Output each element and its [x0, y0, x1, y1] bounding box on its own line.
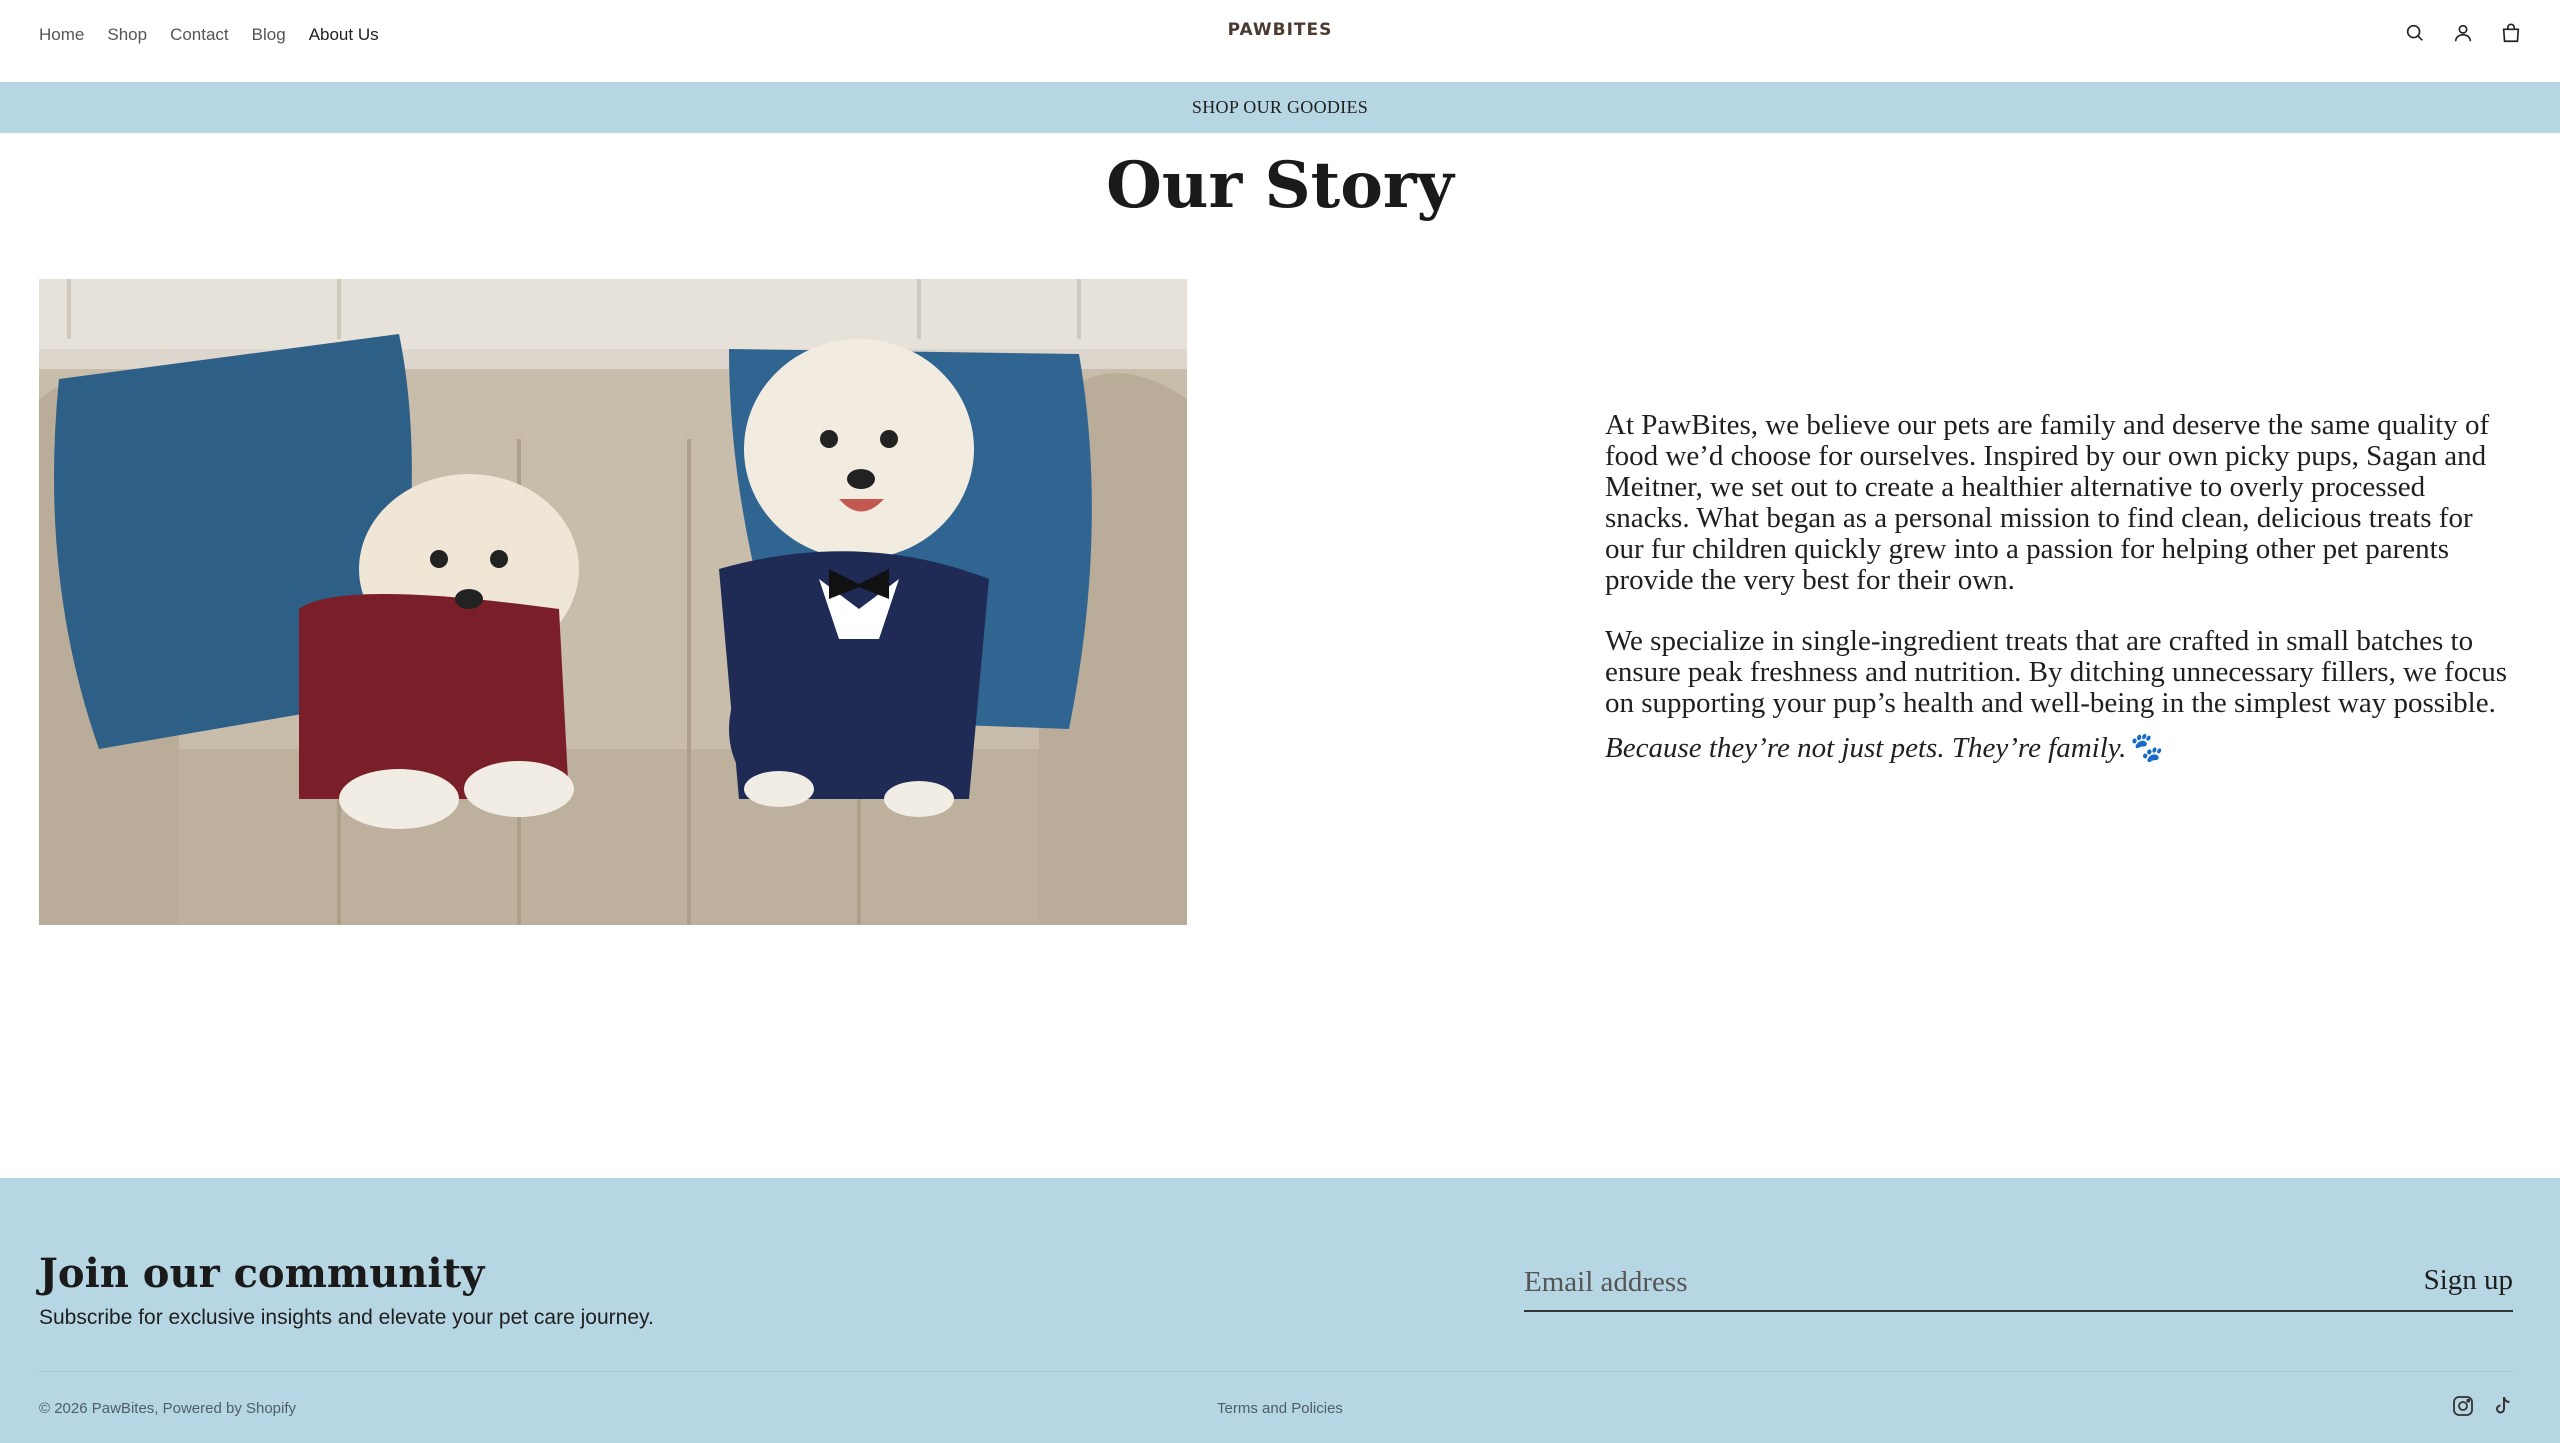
copyright-text[interactable]: © 2026 PawBites, Powered by Shopify [39, 1400, 297, 1417]
header-icons [2404, 22, 2522, 44]
story-text [1605, 410, 2515, 794]
announcement-bar[interactable]: SHOP OUR GOODIES [0, 82, 2560, 133]
social-links [2451, 1394, 2515, 1418]
footer-divider [39, 1371, 2513, 1372]
story-paragraph-2: We specialize in single-ingredient treats that are crafted in small batches to ensure peak freshness and nutrition. By ditching unnecessary fillers, we focus on supporting your pup’s health and well-being in the simplest way possible. [1605, 625, 2507, 719]
nav-about-us[interactable]: About Us [308, 25, 379, 44]
newsletter-title: Join our community [39, 1250, 485, 1297]
story-photo [39, 279, 1187, 925]
tiktok-icon[interactable] [2491, 1394, 2515, 1418]
site-footer [0, 1178, 2560, 1443]
story-tagline: Because they’re not just pets. They’re family.🐾 [1605, 732, 2163, 764]
nav-shop[interactable]: Shop [107, 25, 148, 44]
nav-home[interactable]: Home [39, 25, 85, 44]
page-title: Our Story [1106, 148, 1454, 223]
nav-blog[interactable]: Blog [251, 25, 286, 44]
story-paragraph-1: At PawBites, we believe our pets are family and deserve the same quality of food we’d choose for ourselves. Inspired by our own picky pups, Sagan and Meitner, we set out to create a healthier alternative to overly processed snacks. What began as a personal mission to find clean, delicious treats for our fur children quickly grew into a passion for helping other pet parents provide the very best for their own. [1605, 409, 2490, 596]
search-icon[interactable] [2404, 22, 2426, 44]
account-icon[interactable] [2452, 22, 2474, 44]
email-field[interactable] [1524, 1256, 2284, 1308]
nav-contact[interactable]: Contact [170, 25, 229, 44]
signup-button[interactable]: Sign up [2423, 1264, 2513, 1296]
site-header [0, 0, 2560, 82]
cart-icon[interactable] [2500, 22, 2522, 44]
instagram-icon[interactable] [2451, 1394, 2475, 1418]
newsletter-form [1524, 1256, 2513, 1312]
site-logo[interactable]: PAWBITES [1227, 20, 1333, 40]
newsletter-subtitle: Subscribe for exclusive insights and elevate your pet care journey. [39, 1306, 654, 1329]
terms-link[interactable]: Terms and Policies [1217, 1400, 1343, 1417]
